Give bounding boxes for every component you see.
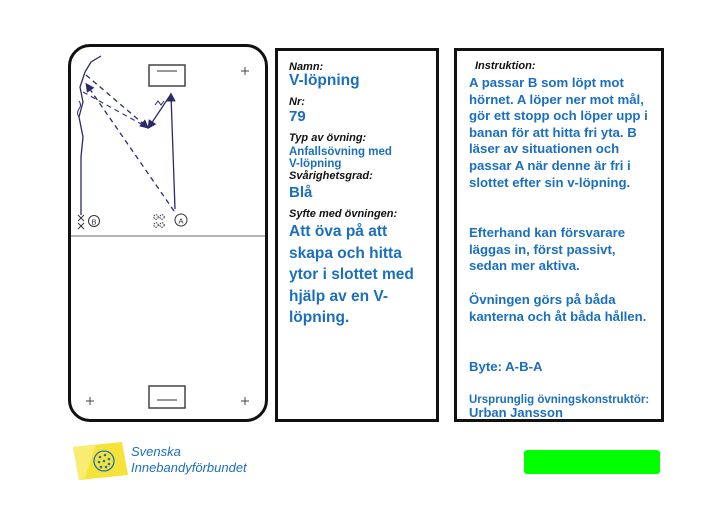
federation-logo bbox=[70, 441, 270, 481]
player-a-label: A bbox=[178, 216, 184, 226]
instructions-paragraph-1: A passar B som löpt mot hörnet. A löper ner mot mål, gör ett stopp och löper upp i banan för att hitta fri yta. B läser av situationen och passar A när denne är fri i slottet efter sin v-löpning. bbox=[469, 75, 648, 190]
type-value-line-1: Anfallsövning med bbox=[289, 146, 392, 158]
support-line bbox=[83, 92, 143, 125]
a-run-up bbox=[171, 95, 175, 209]
purpose-value: Att öva på att skapa och hitta ytor i slottet med hjälp av en V-löpning. bbox=[289, 223, 414, 326]
difficulty-value: Blå bbox=[289, 184, 313, 201]
rink-drawing bbox=[71, 47, 271, 425]
nr-label: Nr: bbox=[289, 96, 305, 108]
green-action-button[interactable] bbox=[524, 450, 660, 474]
purpose-label: Syfte med övningen: bbox=[289, 208, 398, 220]
top-goal bbox=[149, 65, 185, 86]
logo-line-1: Svenska bbox=[131, 444, 181, 459]
instructions-paragraph-2: Efterhand kan försvarare läggas in, först passivt, sedan mer aktiva. bbox=[469, 225, 626, 274]
name-value: V-löpning bbox=[289, 72, 360, 89]
pass-a-to-b bbox=[87, 85, 174, 211]
logo-line-2: Innebandyförbundet bbox=[131, 460, 247, 475]
constructor-name: Urban Jansson bbox=[469, 405, 563, 420]
pass-b-to-a bbox=[86, 75, 147, 127]
difficulty-label: Svårighetsgrad: bbox=[289, 170, 373, 182]
bottom-goal bbox=[149, 386, 185, 408]
instructions-paragraph-4: Byte: A-B-A bbox=[469, 359, 543, 374]
exercise-info-panel bbox=[275, 48, 439, 422]
b-run-path bbox=[79, 56, 101, 215]
constructor-label: Ursprunglig övningskonstruktör: bbox=[469, 394, 650, 406]
type-label: Typ av övning: bbox=[289, 132, 367, 144]
instructions-label: Instruktion: bbox=[475, 60, 536, 72]
player-b-label: B bbox=[91, 217, 97, 227]
rink-diagram bbox=[68, 44, 268, 422]
instructions-panel bbox=[454, 48, 664, 422]
stop-mark bbox=[155, 101, 164, 105]
a-run-back bbox=[149, 94, 171, 127]
nr-value: 79 bbox=[289, 108, 306, 125]
type-value-line-2: V-löpning bbox=[289, 158, 342, 170]
name-label: Namn: bbox=[289, 61, 324, 73]
instructions-paragraph-3: Övningen görs på båda kanterna och åt båda hållen. bbox=[469, 292, 647, 324]
